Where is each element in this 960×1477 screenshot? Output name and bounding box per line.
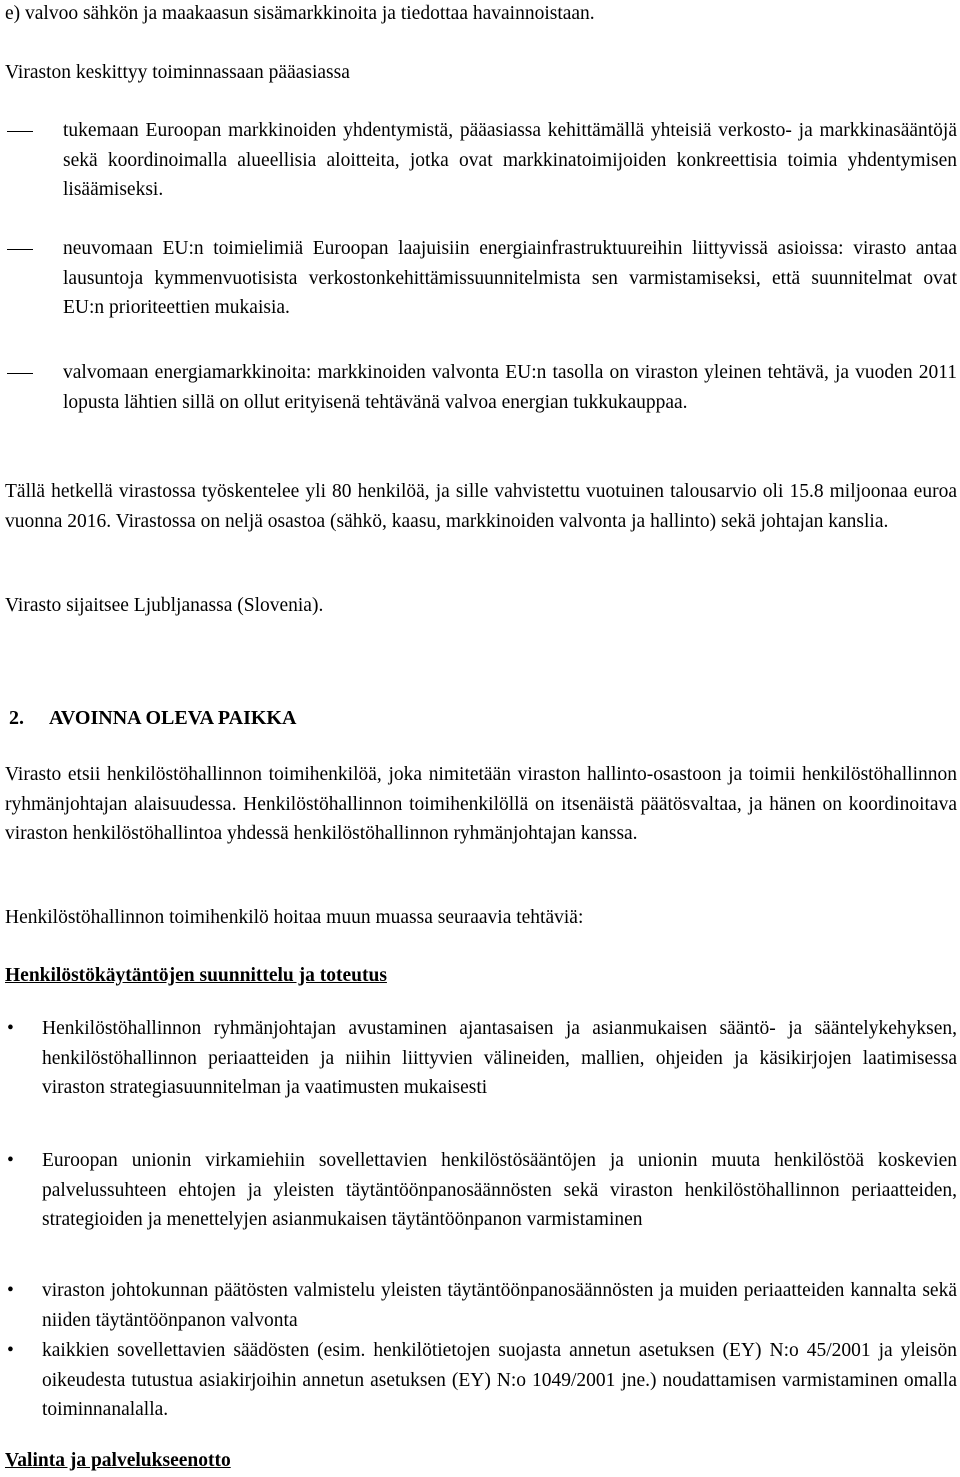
section-title: AVOINNA OLEVA PAIKKA <box>49 707 297 729</box>
list-item-e: e) valvoo sähkön ja maakaasun sisämarkkinoita ja tiedottaa havainnoistaan. <box>5 3 595 24</box>
position-paragraph: Virasto etsii henkilöstöhallinnon toimihenkilöä, joka nimitetään viraston hallinto-osastoon ja toimii henkilöstöhallinnon ryhmänjohtajan alaisuudessa. Henkilöstöhallinnon toimihenkilöllä on itsenäistä päätösvaltaa, ja hänen on koordinoitava viraston henkilöstöhallintoa yhdessä henkilöstöhallinnon ryhmänjohtajan kanssa. <box>5 764 957 844</box>
dash-item-text: tukemaan Euroopan markkinoiden yhdentymistä, pääasiassa kehittämällä yhteisiä verkosto- ja markkinasääntöjä sekä koordinoimalla alueellisia aloitteita, jotka ovat markkinatoimijoiden konkreettisia toimia yhdentymisen lisäämiseksi. <box>63 120 957 200</box>
bullet-item-text: kaikkien sovellettavien säädösten (esim. henkilötietojen suojasta annetun asetuksen (EY) N:o 45/2001 ja yleisön oikeudesta tutustua asiakirjoihin annetun asetuksen (EY) N:o 1049/2001 jne.) noudattamisen varmistaminen omalla toiminnanalalla. <box>42 1340 957 1420</box>
bullet-item-text: Henkilöstöhallinnon ryhmänjohtajan avustaminen ajantasaisen ja asianmukaisen sääntö- ja sääntelykehyksen, henkilöstöhallinnon periaatteiden ja niihin liittyvien välineiden, mallien, ohjeiden ja käsikirjojen laatimisessa viraston strategiasuunnitelman ja vaatimusten mukaisesti <box>42 1018 957 1098</box>
dash-item-text: valvomaan energiamarkkinoita: markkinoiden valvonta EU:n tasolla on viraston yleinen tehtävä, ja vuoden 2011 lopusta lähtien sillä on ollut erityisenä tehtävänä valvoa energian tukkukauppaa. <box>63 362 957 413</box>
staff-paragraph: Tällä hetkellä virastossa työskentelee yli 80 henkilöä, ja sille vahvistettu vuotuinen talousarvio oli 15.8 miljoonaa euroa vuonna 2016. Virastossa on neljä osastoa (sähkö, kaasu, markkinoiden valvonta ja hallinto) sekä johtajan kanslia. <box>5 481 957 532</box>
bullet-marker: • <box>7 1340 14 1361</box>
subheading-selection: Valinta ja palvelukseenotto <box>5 1450 231 1471</box>
bullet-item-text: viraston johtokunnan päätösten valmistelu yleisten täytäntöönpanosäännösten ja muiden periaatteiden kannalta sekä niiden täytäntöönpanon valvonta <box>42 1280 957 1331</box>
bullet-marker: • <box>7 1018 14 1039</box>
dash-item-text: neuvomaan EU:n toimielimiä Euroopan laajuisiin energiainfrastruktuureihin liittyvissä asioissa: virasto antaa lausuntoja kymmenvuotisista verkostonkehittämissuunnitelmista sen varmistamiseksi, että suunnitelmat ovat EU:n prioriteettien mukaisia. <box>63 238 957 318</box>
bullet-item-text: Euroopan unionin virkamiehiin sovellettavien henkilöstösääntöjen ja unionin muuta henkilöstöä koskevien palvelussuhteen ehtojen ja yleisten täytäntöönpanosäännösten sekä viraston henkilöstöhallinnon periaatteiden, strategioiden ja menettelyjen asianmukaisen täytäntöönpanon varmistaminen <box>42 1150 957 1230</box>
section-number: 2. <box>9 707 24 729</box>
section-heading <box>5 704 957 734</box>
subheading-planning: Henkilöstökäytäntöjen suunnittelu ja toteutus <box>5 965 387 986</box>
bullet-marker: • <box>7 1150 14 1171</box>
tasks-intro: Henkilöstöhallinnon toimihenkilö hoitaa muun muassa seuraavia tehtäviä: <box>5 907 584 928</box>
bullet-marker: • <box>7 1280 14 1301</box>
location-paragraph: Virasto sijaitsee Ljubljanassa (Slovenia). <box>5 595 324 616</box>
intro-line: Viraston keskittyy toiminnassaan pääasiassa <box>5 62 350 83</box>
